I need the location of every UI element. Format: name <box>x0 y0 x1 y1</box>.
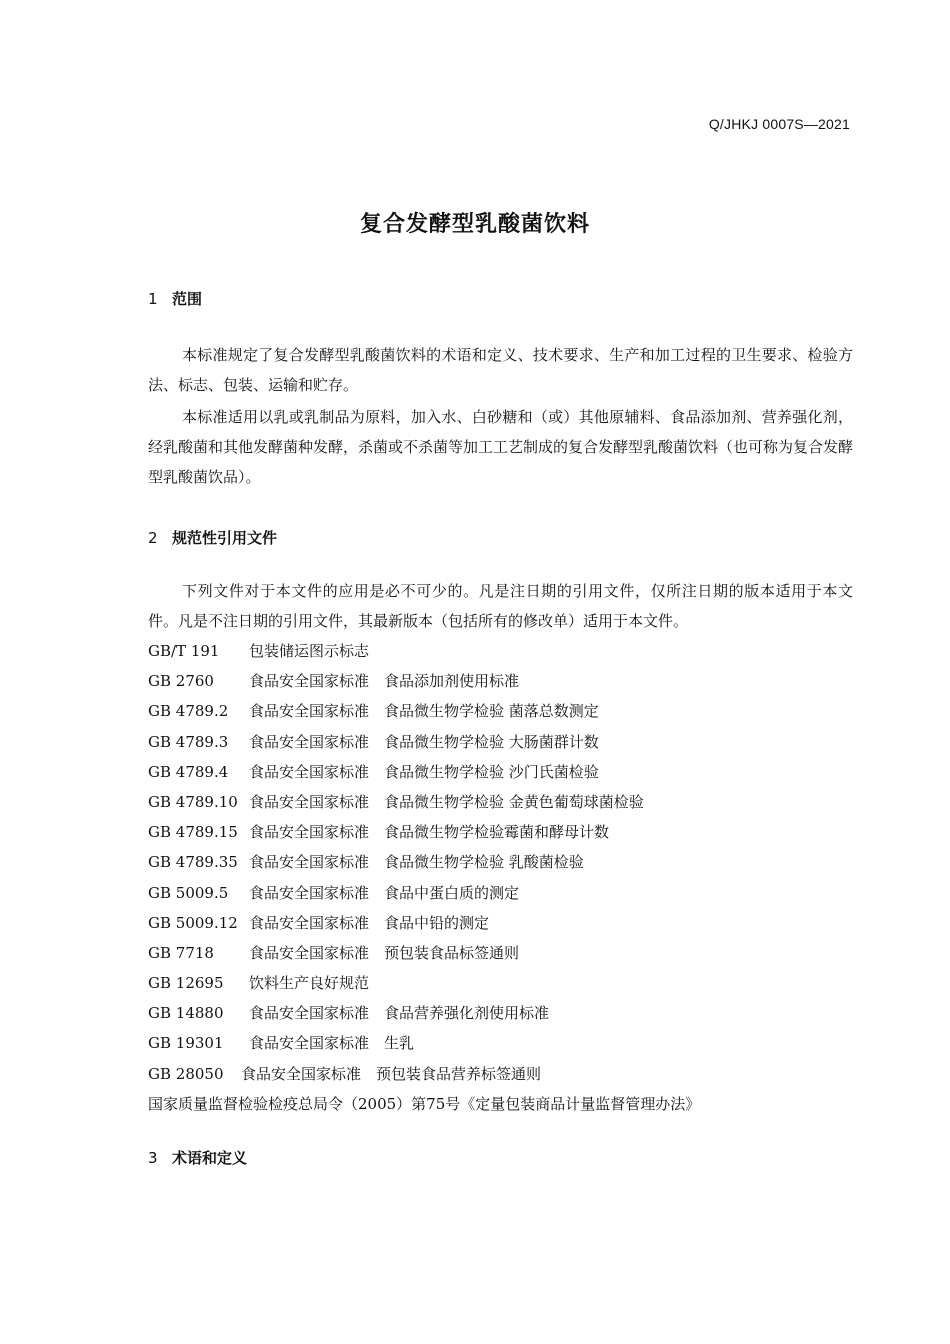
reference-code: GB 5009.5 <box>148 883 229 902</box>
reference-title: 包装储运图示标志 <box>249 642 370 660</box>
reference-title: 食品安全国家标准 食品中蛋白质的测定 <box>249 883 520 902</box>
reference-code: GB 4789.3 <box>148 732 229 751</box>
reference-code: GB/T 191 <box>148 642 220 660</box>
document-title: 复合发酵型乳酸菌饮料 <box>359 212 590 237</box>
reference-title: 食品安全国家标准 预包装食品营养标签通则 <box>241 1064 542 1083</box>
section-1-heading <box>148 288 202 309</box>
section-title: 范围 <box>172 290 203 308</box>
reference-code: GB 28050 <box>148 1064 224 1083</box>
reference-row <box>148 666 853 696</box>
reference-row <box>148 938 853 968</box>
section-number: 1 <box>148 290 158 308</box>
reference-row <box>148 968 853 998</box>
section-number: 2 <box>148 529 158 547</box>
section-3-heading <box>148 1147 247 1168</box>
reference-title: 食品安全国家标准 食品营养强化剂使用标准 <box>249 1004 550 1023</box>
reference-code: GB 2760 <box>148 672 214 691</box>
reference-code: GB 12695 <box>148 974 224 993</box>
reference-row <box>148 878 853 908</box>
reference-code: GB 4789.2 <box>148 702 229 721</box>
reference-title: 食品安全国家标准 食品微生物学检验 乳酸菌检验 <box>249 853 584 872</box>
reference-code: GB 4789.15 <box>148 823 238 842</box>
scope-paragraph-1: 本标准规定了复合发酵型乳酸菌饮料的术语和定义、技术要求、生产和加工过程的卫生要求、检验方法、标志、包装、运输和贮存。 <box>148 346 853 394</box>
reference-row <box>148 847 853 877</box>
reference-title: 食品安全国家标准 食品微生物学检验 菌落总数测定 <box>249 702 599 721</box>
section-number: 3 <box>148 1149 158 1167</box>
reference-row <box>148 727 853 757</box>
reference-title: 食品安全国家标准 食品微生物学检验 沙门氏菌检验 <box>249 762 599 781</box>
reference-title: 食品安全国家标准 生乳 <box>249 1034 415 1053</box>
reference-code: GB 5009.12 <box>148 913 238 932</box>
reference-row <box>148 817 853 847</box>
reference-title: 食品安全国家标准 预包装食品标签通则 <box>249 943 520 962</box>
reference-code: GB 14880 <box>148 1004 224 1023</box>
reference-row <box>148 696 853 726</box>
reference-row <box>148 908 853 938</box>
normative-references-intro: 下列文件对于本文件的应用是必不可少的。凡是注日期的引用文件，仅所注日期的版本适用于本文件。凡是不注日期的引用文件，其最新版本（包括所有的修改单）适用于本文件。 <box>148 582 853 630</box>
reference-code: GB 7718 <box>148 943 214 962</box>
document-code: Q/JHKJ 0007S—2021 <box>708 116 850 132</box>
reference-title: 食品安全国家标准 食品中铅的测定 <box>249 913 490 932</box>
reference-row <box>148 636 853 666</box>
reference-row <box>148 1028 853 1058</box>
reference-row <box>148 1059 853 1089</box>
reference-list <box>148 636 853 1119</box>
reference-code: GB 4789.10 <box>148 792 238 811</box>
reference-row <box>148 998 853 1028</box>
reference-code: GB 4789.4 <box>148 762 229 781</box>
reference-code: GB 4789.35 <box>148 853 238 872</box>
section-2-heading <box>148 527 277 548</box>
section-title: 术语和定义 <box>172 1149 248 1167</box>
scope-paragraph-2: 本标准适用以乳或乳制品为原料，加入水、白砂糖和（或）其他原辅料、食品添加剂、营养强化剂，经乳酸菌和其他发酵菌种发酵，杀菌或不杀菌等加工工艺制成的复合发酵型乳酸菌饮料（也可称为复合发酵型乳酸菌饮品）。 <box>148 408 854 486</box>
reference-row <box>148 757 853 787</box>
decree-reference: 国家质量监督检验检疫总局令（2005）第75号《定量包装商品计量监督管理办法》 <box>148 1094 701 1113</box>
reference-title: 食品安全国家标准 食品微生物学检验 金黄色葡萄球菌检验 <box>249 792 644 811</box>
reference-title: 食品安全国家标准 食品添加剂使用标准 <box>249 672 520 691</box>
reference-title: 食品安全国家标准 食品微生物学检验霉菌和酵母计数 <box>249 823 610 842</box>
reference-title: 饮料生产良好规范 <box>249 974 370 993</box>
reference-title: 食品安全国家标准 食品微生物学检验 大肠菌群计数 <box>249 732 599 751</box>
reference-code: GB 19301 <box>148 1034 224 1053</box>
section-title: 规范性引用文件 <box>172 529 278 547</box>
reference-row <box>148 787 853 817</box>
